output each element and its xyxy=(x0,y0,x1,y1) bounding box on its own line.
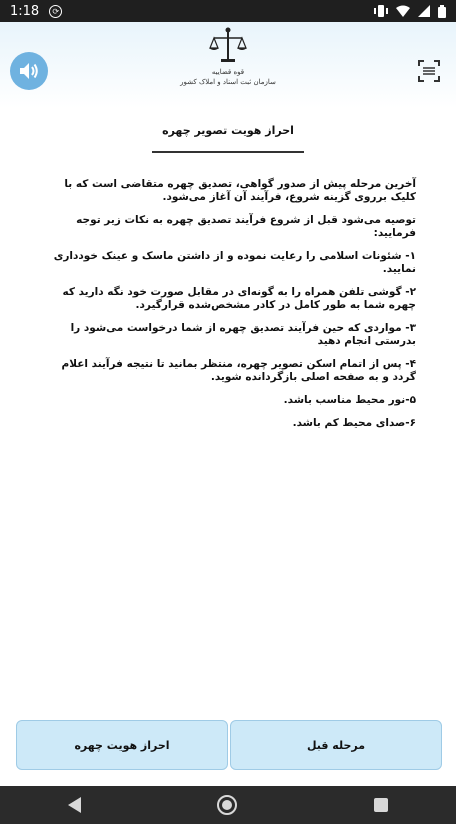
wifi-icon xyxy=(396,5,410,17)
status-right xyxy=(374,5,446,18)
intro-paragraph: آخرین مرحله پیش از صدور گواهی، تصدیق چهره متقاضی است که با کلیک برروی گزینه شروع، فرآیند آن آغاز می‌شود. xyxy=(64,178,416,203)
home-icon[interactable] xyxy=(217,795,237,815)
home-icon-inner xyxy=(222,800,232,810)
recommendation-paragraph: توصیه می‌شود قبل از شروع فرآیند تصدیق چهره به نکات زیر توجه فرمایید: xyxy=(76,214,416,239)
instruction-item-6: ۶-صدای محیط کم باشد. xyxy=(292,417,416,429)
recents-icon[interactable] xyxy=(374,798,388,812)
status-left xyxy=(10,4,62,19)
title-divider xyxy=(152,151,304,153)
instruction-item-1: ۱- شئونات اسلامی را رعایت نموده و از داشتن ماسک و عینک خودداری نمایید. xyxy=(53,250,416,275)
instruction-item-4: ۴- پس از اتمام اسکن تصویر چهره، منتظر بمانید تا نتیجه فرآیند اعلام گردد و به صفحه اصلی بازگردانده شوید. xyxy=(61,358,416,383)
signal-icon xyxy=(418,5,430,17)
bottom-buttons xyxy=(16,720,442,770)
battery-icon xyxy=(438,5,446,18)
logo-subtitle: سازمان ثبت اسناد و املاک کشور xyxy=(180,78,276,86)
instruction-item-5: ۵-نور محیط مناسب باشد. xyxy=(283,394,416,406)
vibrate-icon xyxy=(374,5,388,17)
speaker-button[interactable] xyxy=(10,52,48,90)
instructions-content xyxy=(40,178,416,440)
navigation-bar xyxy=(0,786,456,824)
scales-emblem-icon xyxy=(206,26,250,66)
app-header xyxy=(0,22,456,108)
verify-face-button[interactable]: احراز هویت چهره xyxy=(16,720,228,770)
scan-frame-icon xyxy=(417,59,441,83)
previous-step-button[interactable]: مرحله قبل xyxy=(230,720,442,770)
speaker-icon xyxy=(18,61,40,81)
sync-icon: ⟳ xyxy=(49,5,62,18)
back-icon[interactable] xyxy=(68,797,81,813)
judiciary-logo xyxy=(180,26,276,100)
scan-button[interactable] xyxy=(414,56,444,86)
instruction-item-3: ۳- مواردی که حین فرآیند تصدیق چهره از شما درخواست می‌شود را بدرستی انجام دهید xyxy=(70,322,416,347)
logo-text: قوه قضاییه xyxy=(211,68,245,76)
instruction-item-2: ۲- گوشی تلفن همراه را به گونه‌ای در مقابل صورت خود نگه دارید که چهره شما به طور کامل در کادر مشخص‌شده قرارگیرد. xyxy=(62,286,416,311)
page-title: احراز هویت تصویر چهره xyxy=(162,124,294,137)
status-time: 1:18 xyxy=(10,3,40,19)
status-bar xyxy=(0,0,456,22)
